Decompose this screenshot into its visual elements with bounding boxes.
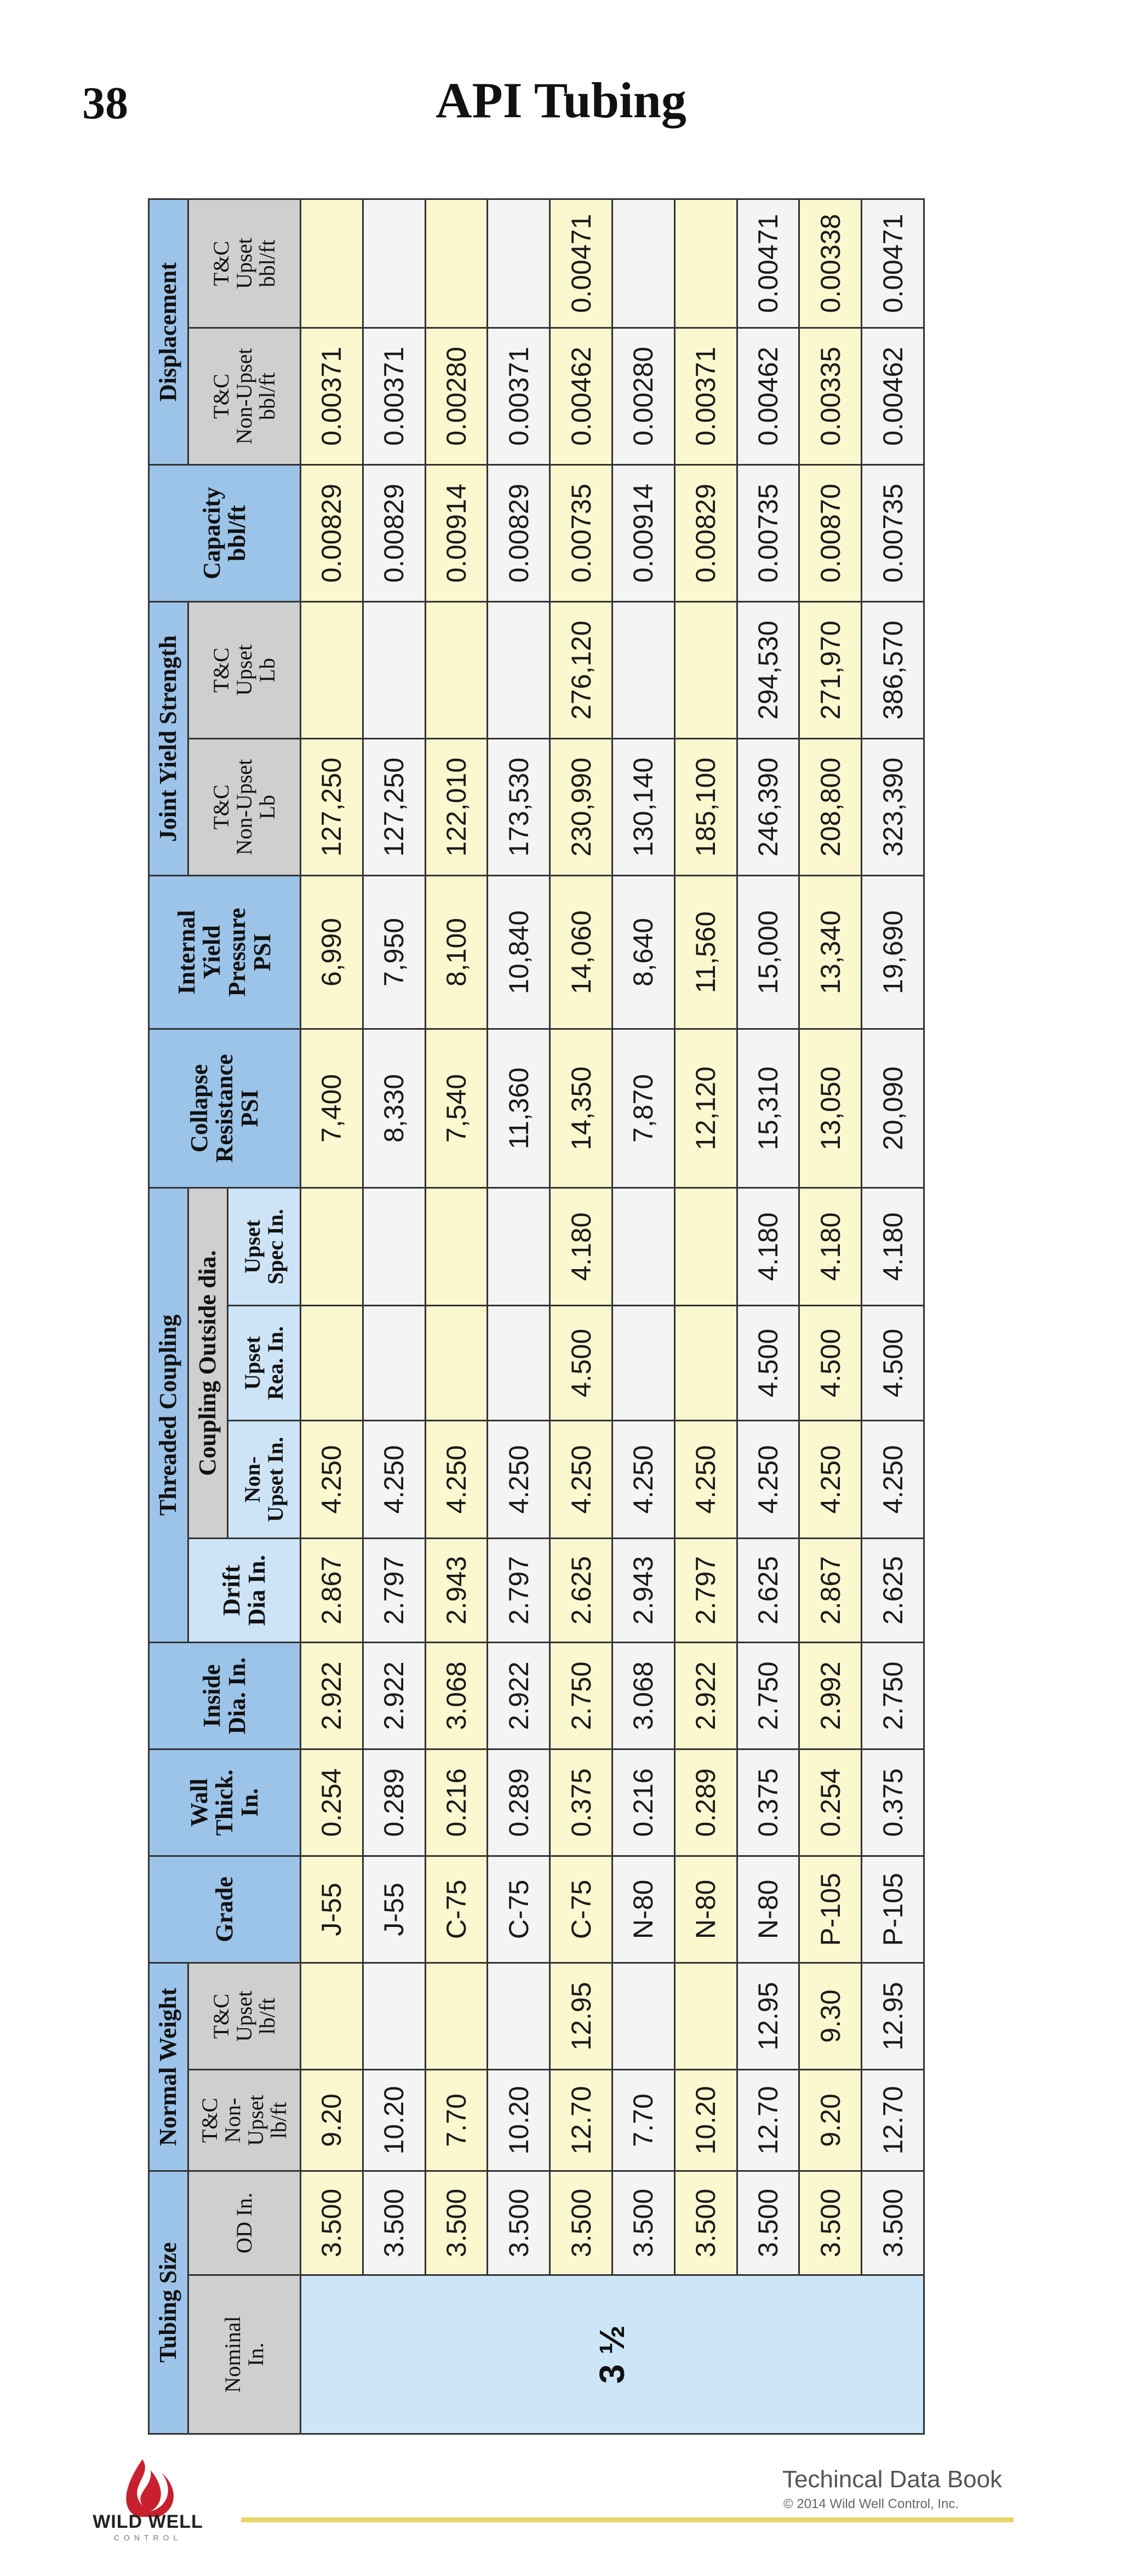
header-tubing-size: Tubing Size	[149, 2171, 188, 2434]
table-cell: 4.250	[674, 1420, 737, 1538]
table-cell: 3.500	[363, 2171, 425, 2275]
table-cell: 10,840	[488, 875, 550, 1029]
table-cell: 4.500	[862, 1305, 924, 1420]
table-cell	[425, 601, 488, 738]
table-cell	[363, 1963, 425, 2069]
table-cell: 4.250	[301, 1420, 363, 1538]
table-cell: 7,870	[612, 1029, 674, 1187]
logo-subtext: CONTROL	[113, 2533, 182, 2542]
table-cell: 246,390	[737, 738, 799, 875]
table-cell: 127,250	[363, 738, 425, 875]
header-normal-weight: Normal Weight	[149, 1963, 188, 2171]
table-cell: 3.500	[799, 2171, 862, 2275]
table-cell: 7.70	[425, 2069, 488, 2171]
table-cell: J-55	[301, 1856, 363, 1963]
header-coupling-non-upset: Non- Upset In.	[228, 1420, 301, 1538]
table-cell: 294,530	[737, 601, 799, 738]
table-row	[301, 199, 363, 2434]
table-cell: 10.20	[488, 2069, 550, 2171]
table-cell: 185,100	[674, 738, 737, 875]
table-cell: 11,560	[674, 875, 737, 1029]
header-inside-dia: Inside Dia. In.	[149, 1642, 301, 1749]
table-cell: 2.797	[488, 1538, 550, 1642]
nominal-size-value: 3 ½	[592, 2325, 632, 2384]
header-threaded-coupling: Threaded Coupling	[149, 1187, 188, 1642]
table-cell: 3.500	[550, 2171, 612, 2275]
table-cell: 0.00829	[674, 464, 737, 601]
header-displacement: Displacement	[149, 199, 188, 464]
table-cell: N-80	[674, 1856, 737, 1963]
table-row	[488, 199, 550, 2434]
table-cell: 2.943	[425, 1538, 488, 1642]
table-cell: 8,640	[612, 875, 674, 1029]
table-cell: 2.867	[799, 1538, 862, 1642]
table-cell: 4.500	[550, 1305, 612, 1420]
table-cell: 12.70	[550, 2069, 612, 2171]
table-cell: 0.375	[737, 1749, 799, 1856]
table-cell	[612, 199, 674, 328]
table-cell: 2.750	[862, 1642, 924, 1749]
table-cell: 11,360	[488, 1029, 550, 1187]
table-cell: 2.625	[862, 1538, 924, 1642]
table-cell: 2.943	[612, 1538, 674, 1642]
table-cell: 4.180	[862, 1187, 924, 1305]
table-cell: 0.00471	[737, 199, 799, 328]
table-cell: 12.70	[737, 2069, 799, 2171]
table-cell	[674, 601, 737, 738]
table-cell	[488, 1305, 550, 1420]
table-row	[862, 199, 924, 2434]
table-cell	[488, 199, 550, 328]
table-cell: 2.922	[301, 1642, 363, 1749]
table-cell: 2.922	[674, 1642, 737, 1749]
logo-text: WILD WELL	[93, 2511, 203, 2532]
table-row	[612, 199, 674, 2434]
header-wall-thick: Wall Thick. In.	[149, 1749, 301, 1856]
table-cell: 4.180	[737, 1187, 799, 1305]
table-cell: 20,090	[862, 1029, 924, 1187]
table-cell: 12,120	[674, 1029, 737, 1187]
table-cell: 4.250	[799, 1420, 862, 1538]
table-cell: 323,390	[862, 738, 924, 875]
table-cell: 0.00371	[363, 328, 425, 464]
table-cell: 0.00735	[862, 464, 924, 601]
table-cell	[425, 1187, 488, 1305]
table-row	[425, 199, 488, 2434]
table-cell: 4.250	[488, 1420, 550, 1538]
table-cell: 3.500	[737, 2171, 799, 2275]
table-cell: 3.500	[674, 2171, 737, 2275]
table-cell: 173,530	[488, 738, 550, 875]
table-cell: 9.20	[301, 2069, 363, 2171]
table-cell: 15,310	[737, 1029, 799, 1187]
table-cell: 127,250	[301, 738, 363, 875]
table-cell: 0.00914	[425, 464, 488, 601]
header-nominal: Nominal In.	[188, 2275, 301, 2434]
table-cell: 15,000	[737, 875, 799, 1029]
table-cell: 13,050	[799, 1029, 862, 1187]
table-cell	[674, 1305, 737, 1420]
header-coupling-upset-spec: Upset Spec In.	[228, 1187, 301, 1305]
table-cell: 0.00462	[862, 328, 924, 464]
table-cell: 14,060	[550, 875, 612, 1029]
table-cell: 0.216	[612, 1749, 674, 1856]
table-cell	[363, 199, 425, 328]
table-cell	[674, 1963, 737, 2069]
table-cell: 7,540	[425, 1029, 488, 1187]
table-cell	[612, 1963, 674, 2069]
table-cell: 0.289	[488, 1749, 550, 1856]
table-cell: 0.375	[862, 1749, 924, 1856]
table-cell: 2.750	[737, 1642, 799, 1749]
table-cell: 208,800	[799, 738, 862, 875]
table-cell	[425, 1963, 488, 2069]
table-cell	[301, 601, 363, 738]
table-cell: 386,570	[862, 601, 924, 738]
table-cell	[612, 1187, 674, 1305]
table-cell: 0.216	[425, 1749, 488, 1856]
table-cell: 0.254	[301, 1749, 363, 1856]
rotated-table-wrapper	[148, 205, 923, 2435]
table-cell: 12.70	[862, 2069, 924, 2171]
table-cell: 4.250	[612, 1420, 674, 1538]
table-cell: 0.00471	[550, 199, 612, 328]
table-cell: 0.254	[799, 1749, 862, 1856]
table-cell: 2.750	[550, 1642, 612, 1749]
table-cell: 0.00462	[737, 328, 799, 464]
table-cell: 0.00829	[301, 464, 363, 601]
table-cell: 8,330	[363, 1029, 425, 1187]
header-internal-yield: Internal Yield Pressure PSI	[149, 875, 301, 1029]
table-cell: 10.20	[674, 2069, 737, 2171]
table-cell: 0.00280	[612, 328, 674, 464]
table-cell: 0.289	[363, 1749, 425, 1856]
table-cell	[363, 1305, 425, 1420]
table-cell	[363, 1187, 425, 1305]
table-cell: 0.00829	[363, 464, 425, 601]
table-cell	[612, 1305, 674, 1420]
table-cell: 3.500	[612, 2171, 674, 2275]
page-number: 38	[82, 78, 128, 129]
table-cell: 6,990	[301, 875, 363, 1029]
table-cell: 4.250	[550, 1420, 612, 1538]
table-cell: 3.500	[301, 2171, 363, 2275]
table-cell: 4.250	[363, 1420, 425, 1538]
table-cell: 0.00338	[799, 199, 862, 328]
table-cell: 2.992	[799, 1642, 862, 1749]
table-cell	[674, 1187, 737, 1305]
table-cell: 276,120	[550, 601, 612, 738]
table-cell: 13,340	[799, 875, 862, 1029]
table-cell	[488, 1187, 550, 1305]
table-cell	[301, 199, 363, 328]
table-cell: 130,140	[612, 738, 674, 875]
table-cell: C-75	[488, 1856, 550, 1963]
header-tc-upset-bbl: T&C Upset bbl/ft	[188, 199, 301, 328]
table-row	[363, 199, 425, 2434]
table-cell: 12.95	[737, 1963, 799, 2069]
table-cell: 0.289	[674, 1749, 737, 1856]
table-cell: 0.00462	[550, 328, 612, 464]
table-cell: 7,400	[301, 1029, 363, 1187]
table-cell: 2.797	[674, 1538, 737, 1642]
header-capacity: Capacity bbl/ft	[149, 464, 301, 601]
table-cell: 19,690	[862, 875, 924, 1029]
table-cell: C-75	[425, 1856, 488, 1963]
nominal-size-cell	[301, 2275, 924, 2434]
table-cell	[674, 199, 737, 328]
table-cell: 0.00280	[425, 328, 488, 464]
book-title: Techincal Data Book	[782, 2466, 1003, 2493]
header-tc-upset-lb: T&C Upset Lb	[188, 601, 301, 738]
table-cell	[425, 1305, 488, 1420]
table-cell: P-105	[799, 1856, 862, 1963]
table-cell: 0.00335	[799, 328, 862, 464]
table-cell: 2.867	[301, 1538, 363, 1642]
table-cell: 0.00371	[674, 328, 737, 464]
table-cell	[488, 1963, 550, 2069]
header-tc-non-upset-lbft: T&C Non- Upset lb/ft	[188, 2069, 301, 2171]
table-cell	[425, 199, 488, 328]
header-coupling-upset-rea: Upset Rea. In.	[228, 1305, 301, 1420]
header-collapse: Collapse Resistance PSI	[149, 1029, 301, 1187]
table-cell: 2.625	[737, 1538, 799, 1642]
table-row	[550, 199, 612, 2434]
table-cell: 4.250	[737, 1420, 799, 1538]
table-cell: 3.068	[425, 1642, 488, 1749]
table-cell: 2.922	[488, 1642, 550, 1749]
table-cell: 14,350	[550, 1029, 612, 1187]
table-cell: 0.00735	[737, 464, 799, 601]
copyright: © 2014 Wild Well Control, Inc.	[783, 2497, 959, 2511]
header-tc-upset-lbft: T&C Upset lb/ft	[188, 1963, 301, 2069]
table-cell: 0.00735	[550, 464, 612, 601]
table-cell: 4.250	[862, 1420, 924, 1538]
table-cell	[488, 601, 550, 738]
table-cell: 4.250	[425, 1420, 488, 1538]
header-od: OD In.	[188, 2171, 301, 2275]
table-cell	[612, 601, 674, 738]
table-cell: 0.375	[550, 1749, 612, 1856]
table-cell: 9.20	[799, 2069, 862, 2171]
table-cell: 12.95	[550, 1963, 612, 2069]
table-cell: 2.797	[363, 1538, 425, 1642]
footer-accent-line	[241, 2517, 1014, 2522]
header-tc-non-upset-lb: T&C Non-Upset Lb	[188, 738, 301, 875]
table-cell	[301, 1305, 363, 1420]
table-cell: 3.068	[612, 1642, 674, 1749]
header-coupling-od: Coupling Outside dia.	[188, 1187, 228, 1538]
table-cell: 4.500	[799, 1305, 862, 1420]
table-cell: 0.00371	[488, 328, 550, 464]
table-cell: 4.500	[737, 1305, 799, 1420]
table-cell: 0.00371	[301, 328, 363, 464]
table-cell: P-105	[862, 1856, 924, 1963]
header-joint-yield: Joint Yield Strength	[149, 601, 188, 875]
table-row	[737, 199, 799, 2434]
table-cell: 7,950	[363, 875, 425, 1029]
table-cell: 0.00870	[799, 464, 862, 601]
table-cell: N-80	[612, 1856, 674, 1963]
page-title: API Tubing	[436, 72, 686, 128]
table-row	[674, 199, 737, 2434]
table-cell: 230,990	[550, 738, 612, 875]
table-cell: 8,100	[425, 875, 488, 1029]
table-cell: 12.95	[862, 1963, 924, 2069]
table-body	[301, 199, 924, 2434]
table-cell: 2.922	[363, 1642, 425, 1749]
table-cell: N-80	[737, 1856, 799, 1963]
table-cell: 2.625	[550, 1538, 612, 1642]
table-cell: 271,970	[799, 601, 862, 738]
table-cell: 9.30	[799, 1963, 862, 2069]
table-cell: 0.00914	[612, 464, 674, 601]
table-cell	[301, 1963, 363, 2069]
table-cell: 10.20	[363, 2069, 425, 2171]
table-row	[799, 199, 862, 2434]
table-cell: 3.500	[862, 2171, 924, 2275]
table-cell: C-75	[550, 1856, 612, 1963]
table-cell: 3.500	[488, 2171, 550, 2275]
table-cell: 7.70	[612, 2069, 674, 2171]
header-tc-non-upset-bbl: T&C Non-Upset bbl/ft	[188, 328, 301, 464]
table-cell: 4.180	[550, 1187, 612, 1305]
table-cell	[363, 601, 425, 738]
header-grade: Grade	[149, 1856, 301, 1963]
table-cell: 122,010	[425, 738, 488, 875]
header-drift-dia: Drift Dia In.	[188, 1538, 301, 1642]
table-cell: J-55	[363, 1856, 425, 1963]
api-tubing-table	[148, 198, 925, 2435]
table-cell: 3.500	[425, 2171, 488, 2275]
table-cell: 4.180	[799, 1187, 862, 1305]
table-cell	[301, 1187, 363, 1305]
table-cell: 0.00471	[862, 199, 924, 328]
table-cell: 0.00829	[488, 464, 550, 601]
